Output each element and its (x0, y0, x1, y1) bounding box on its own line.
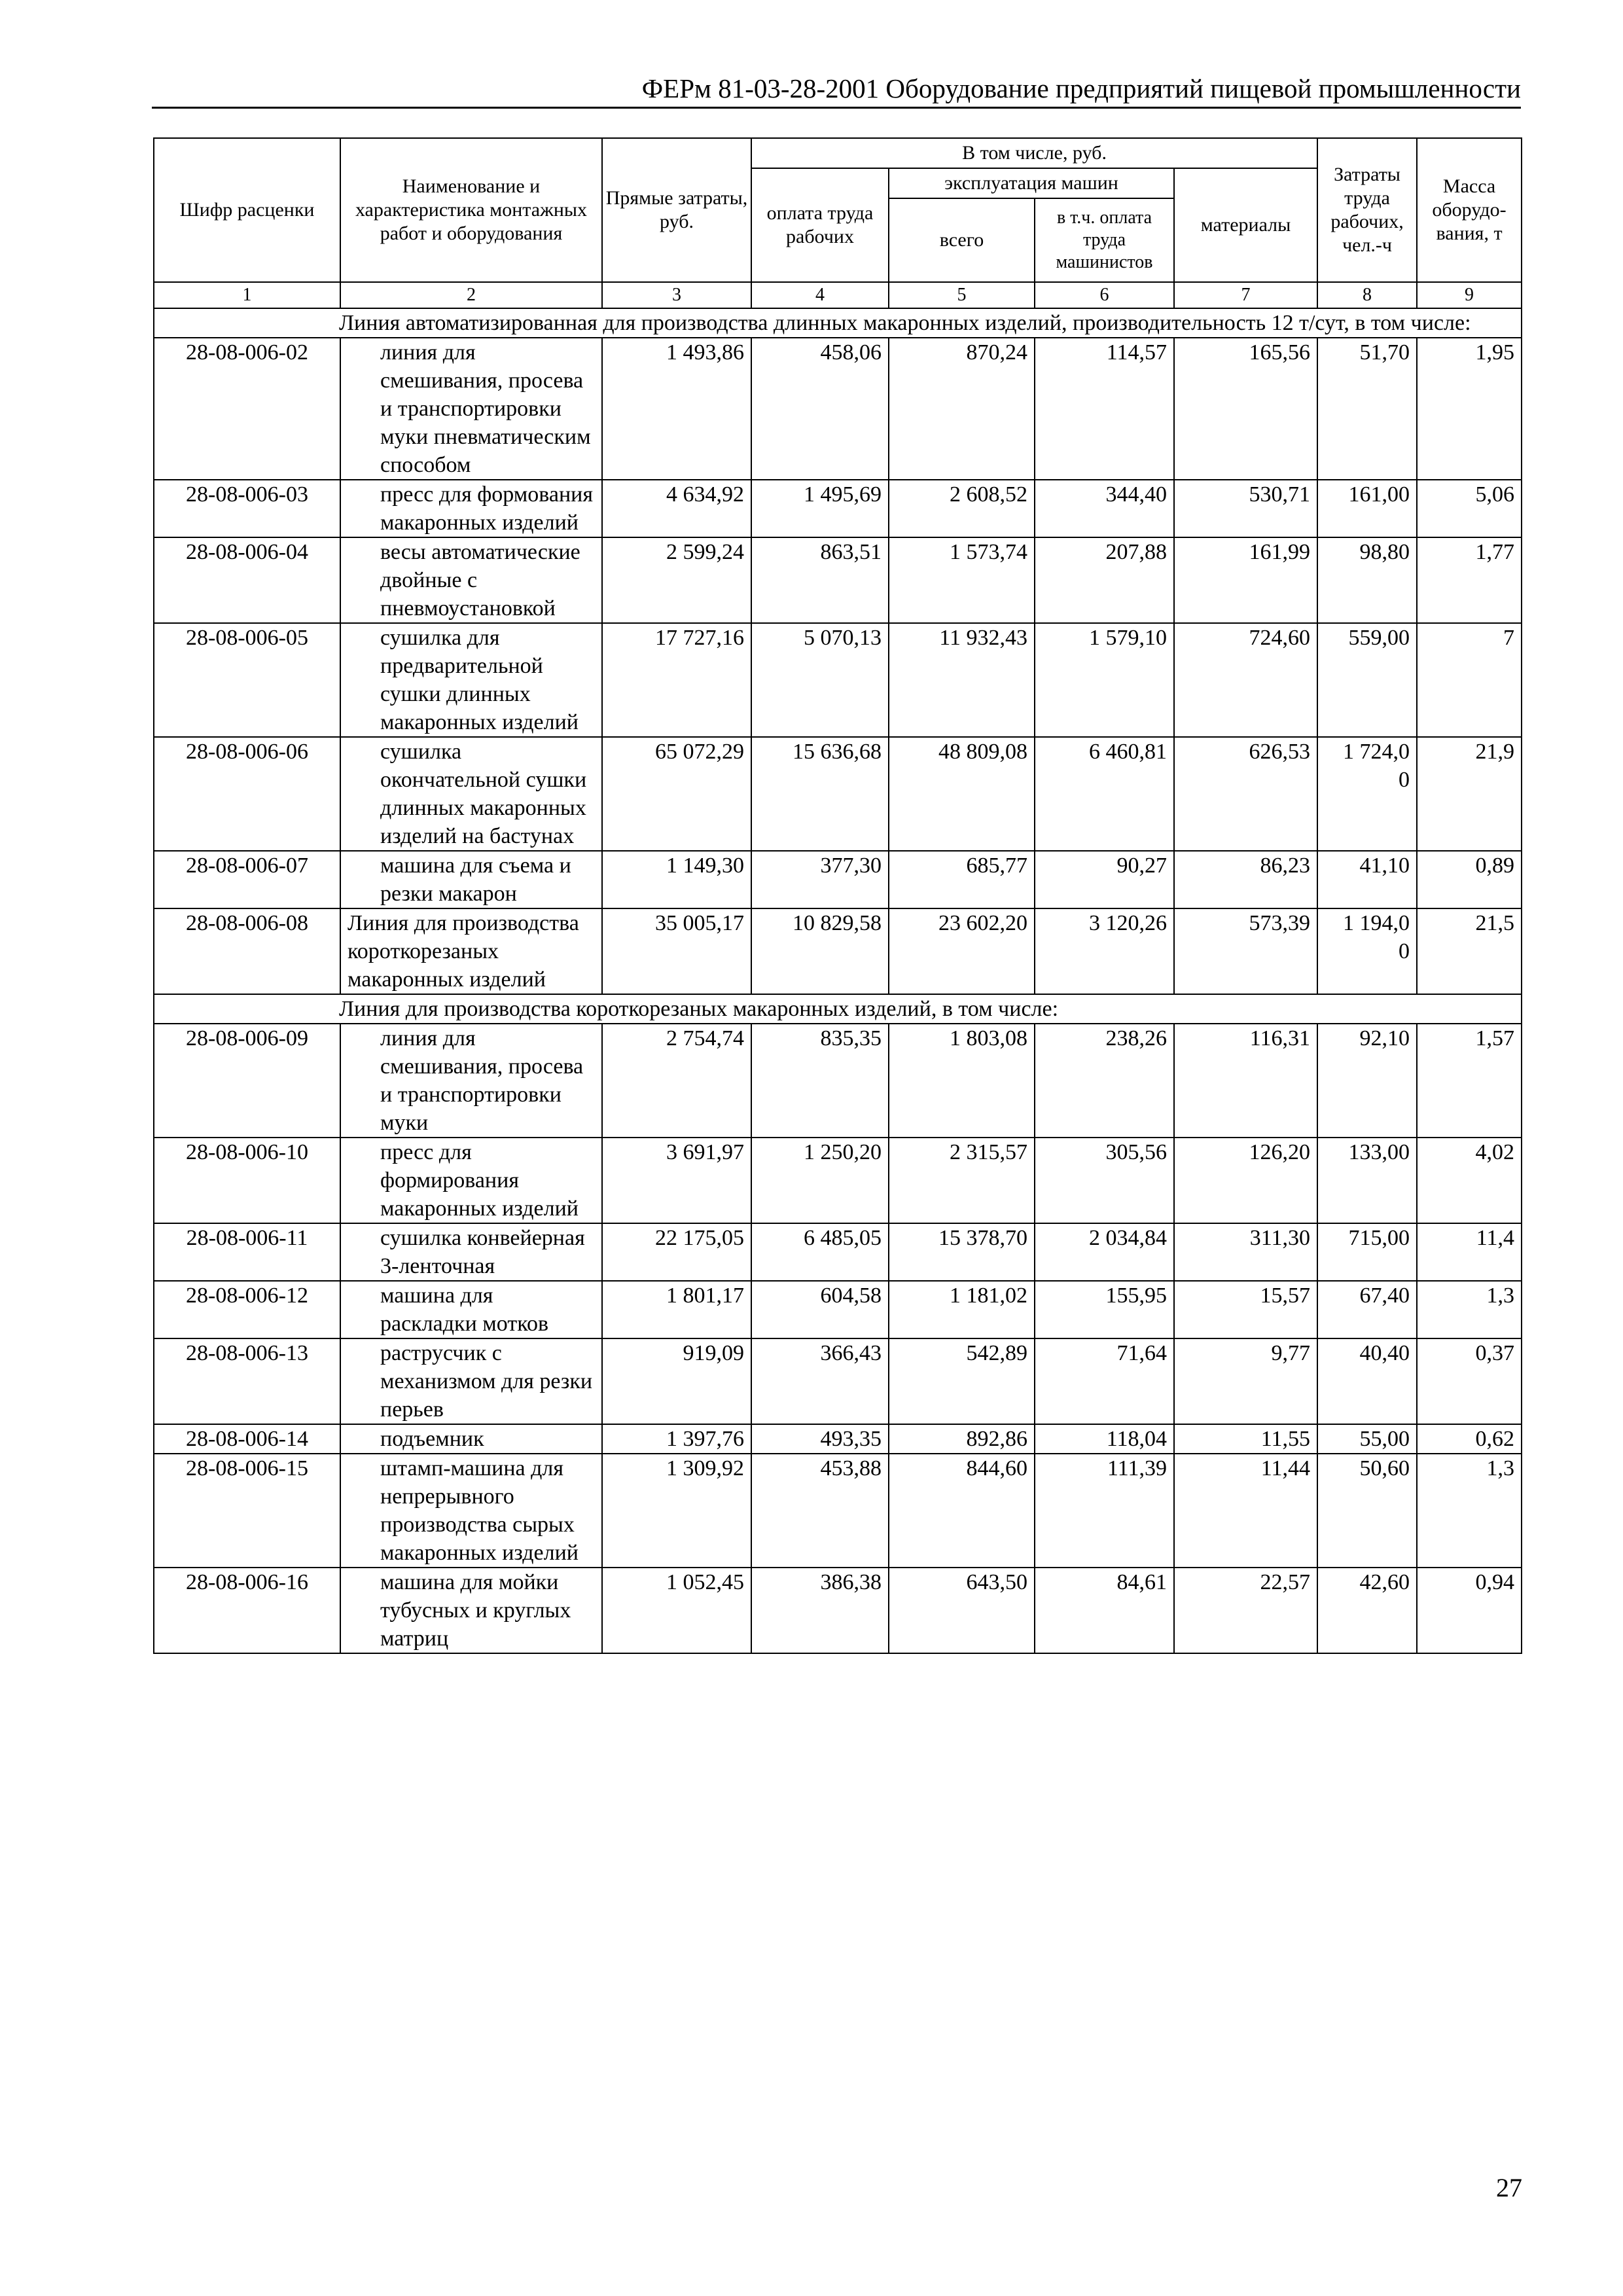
materials: 126,20 (1174, 1138, 1317, 1223)
header-labor-hours: Затраты труда рабочих, чел.-ч (1317, 138, 1417, 282)
labor-pay: 835,35 (751, 1024, 889, 1138)
labor-pay: 1 495,69 (751, 480, 889, 537)
work-name: весы автоматические двойные с пневмоустановкой (340, 537, 602, 623)
machinist-pay: 6 460,81 (1035, 737, 1174, 851)
labor-pay: 366,43 (751, 1338, 889, 1424)
column-number: 1 (154, 282, 340, 308)
labor-hours: 42,60 (1317, 1568, 1417, 1653)
equipment-mass: 1,95 (1417, 338, 1522, 480)
machinist-pay: 3 120,26 (1035, 908, 1174, 994)
machinist-pay: 71,64 (1035, 1338, 1174, 1424)
equipment-mass: 11,4 (1417, 1223, 1522, 1281)
machinist-pay: 344,40 (1035, 480, 1174, 537)
labor-hours: 98,80 (1317, 537, 1417, 623)
labor-pay: 386,38 (751, 1568, 889, 1653)
labor-hours: 40,40 (1317, 1338, 1417, 1424)
column-number: 4 (751, 282, 889, 308)
equipment-mass: 21,9 (1417, 737, 1522, 851)
column-numbers-row (154, 282, 1522, 308)
materials: 86,23 (1174, 851, 1317, 908)
machinist-pay: 90,27 (1035, 851, 1174, 908)
page-number: 27 (1496, 2173, 1522, 2202)
machines-total: 685,77 (889, 851, 1035, 908)
machinist-pay: 114,57 (1035, 338, 1174, 480)
direct-costs: 35 005,17 (602, 908, 751, 994)
machines-total: 48 809,08 (889, 737, 1035, 851)
machines-total: 1 181,02 (889, 1281, 1035, 1338)
rate-code: 28-08-006-06 (154, 737, 340, 851)
work-name: линия для смешивания, просева и транспортировки муки пневматическим способом (340, 338, 602, 480)
column-number: 9 (1417, 282, 1522, 308)
work-name: сушилка конвейерная 3-ленточная (340, 1223, 602, 1281)
rate-code: 28-08-006-08 (154, 908, 340, 994)
machinist-pay: 207,88 (1035, 537, 1174, 623)
machines-total: 542,89 (889, 1338, 1035, 1424)
header-row-1 (154, 138, 1522, 168)
table-row (154, 908, 1522, 994)
direct-costs: 1 801,17 (602, 1281, 751, 1338)
header-machines: эксплуатация машин (889, 168, 1174, 198)
direct-costs: 2 754,74 (602, 1024, 751, 1138)
column-number: 3 (602, 282, 751, 308)
labor-pay: 6 485,05 (751, 1223, 889, 1281)
labor-hours: 1 724,0 0 (1317, 737, 1417, 851)
machines-total: 2 608,52 (889, 480, 1035, 537)
machinist-pay: 1 579,10 (1035, 623, 1174, 737)
column-number: 8 (1317, 282, 1417, 308)
direct-costs: 1 493,86 (602, 338, 751, 480)
header-code: Шифр расценки (154, 138, 340, 282)
header-labor-pay: оплата труда рабочих (751, 168, 889, 282)
rate-code: 28-08-006-05 (154, 623, 340, 737)
table-row (154, 851, 1522, 908)
equipment-mass: 21,5 (1417, 908, 1522, 994)
materials: 11,44 (1174, 1454, 1317, 1568)
machinist-pay: 155,95 (1035, 1281, 1174, 1338)
table-row (154, 1223, 1522, 1281)
machinist-pay: 305,56 (1035, 1138, 1174, 1223)
work-name: подъемник (340, 1424, 602, 1454)
machines-total: 15 378,70 (889, 1223, 1035, 1281)
equipment-mass: 0,37 (1417, 1338, 1522, 1424)
materials: 626,53 (1174, 737, 1317, 851)
labor-hours: 41,10 (1317, 851, 1417, 908)
equipment-mass: 5,06 (1417, 480, 1522, 537)
equipment-mass: 4,02 (1417, 1138, 1522, 1223)
materials: 11,55 (1174, 1424, 1317, 1454)
work-name: линия для смешивания, просева и транспортировки муки (340, 1024, 602, 1138)
equipment-mass: 0,62 (1417, 1424, 1522, 1454)
materials: 165,56 (1174, 338, 1317, 480)
document-header-title: ФЕРм 81-03-28-2001 Оборудование предприятий пищевой промышленности (641, 73, 1521, 103)
rate-code: 28-08-006-16 (154, 1568, 340, 1653)
column-number: 7 (1174, 282, 1317, 308)
work-name: машина для мойки тубусных и круглых матриц (340, 1568, 602, 1653)
machines-total: 643,50 (889, 1568, 1035, 1653)
table-row (154, 480, 1522, 537)
price-table (153, 137, 1522, 1654)
labor-hours: 559,00 (1317, 623, 1417, 737)
materials: 9,77 (1174, 1338, 1317, 1424)
work-name: машина для раскладки мотков (340, 1281, 602, 1338)
direct-costs: 1 149,30 (602, 851, 751, 908)
table-row (154, 338, 1522, 480)
section-row (154, 308, 1522, 338)
labor-hours: 51,70 (1317, 338, 1417, 480)
materials: 311,30 (1174, 1223, 1317, 1281)
rate-code: 28-08-006-10 (154, 1138, 340, 1223)
rate-code: 28-08-006-03 (154, 480, 340, 537)
column-number: 6 (1035, 282, 1174, 308)
labor-pay: 458,06 (751, 338, 889, 480)
equipment-mass: 0,94 (1417, 1568, 1522, 1653)
column-number: 2 (340, 282, 602, 308)
work-name: сушилка окончательной сушки длинных макаронных изделий на бастунах (340, 737, 602, 851)
direct-costs: 1 397,76 (602, 1424, 751, 1454)
labor-hours: 161,00 (1317, 480, 1417, 537)
table-row (154, 737, 1522, 851)
table-row (154, 1281, 1522, 1338)
header-rule (152, 107, 1521, 109)
table-row (154, 1424, 1522, 1454)
labor-hours: 715,00 (1317, 1223, 1417, 1281)
header-direct: Прямые затраты, руб. (602, 138, 751, 282)
work-name: машина для съема и резки макарон (340, 851, 602, 908)
labor-pay: 453,88 (751, 1454, 889, 1568)
materials: 573,39 (1174, 908, 1317, 994)
work-name: штамп-машина для непрерывного производства сырых макаронных изделий (340, 1454, 602, 1568)
header-machinist-pay: в т.ч. оплата труда машинистов (1035, 198, 1174, 282)
rate-code: 28-08-006-15 (154, 1454, 340, 1568)
direct-costs: 1 309,92 (602, 1454, 751, 1568)
work-name: Линия для производства короткорезаных макаронных изделий (340, 908, 602, 994)
header-materials: материалы (1174, 168, 1317, 282)
machinist-pay: 84,61 (1035, 1568, 1174, 1653)
work-name: раструсчик с механизмом для резки перьев (340, 1338, 602, 1424)
header-name: Наименование и характеристика монтажных работ и оборудования (340, 138, 602, 282)
labor-hours: 55,00 (1317, 1424, 1417, 1454)
labor-pay: 493,35 (751, 1424, 889, 1454)
rate-code: 28-08-006-07 (154, 851, 340, 908)
labor-pay: 377,30 (751, 851, 889, 908)
direct-costs: 65 072,29 (602, 737, 751, 851)
machinist-pay: 118,04 (1035, 1424, 1174, 1454)
machinist-pay: 238,26 (1035, 1024, 1174, 1138)
materials: 22,57 (1174, 1568, 1317, 1653)
labor-pay: 863,51 (751, 537, 889, 623)
direct-costs: 4 634,92 (602, 480, 751, 537)
machines-total: 2 315,57 (889, 1138, 1035, 1223)
rate-code: 28-08-006-11 (154, 1223, 340, 1281)
direct-costs: 2 599,24 (602, 537, 751, 623)
work-name: пресс для формирования макаронных изделий (340, 1138, 602, 1223)
table-row (154, 1338, 1522, 1424)
column-number: 5 (889, 282, 1035, 308)
labor-pay: 1 250,20 (751, 1138, 889, 1223)
header-including: В том числе, руб. (751, 138, 1317, 168)
work-name: сушилка для предварительной сушки длинных макаронных изделий (340, 623, 602, 737)
labor-hours: 92,10 (1317, 1024, 1417, 1138)
rate-code: 28-08-006-02 (154, 338, 340, 480)
labor-hours: 133,00 (1317, 1138, 1417, 1223)
materials: 530,71 (1174, 480, 1317, 537)
direct-costs: 22 175,05 (602, 1223, 751, 1281)
labor-pay: 604,58 (751, 1281, 889, 1338)
labor-hours: 1 194,0 0 (1317, 908, 1417, 994)
equipment-mass: 1,57 (1417, 1024, 1522, 1138)
equipment-mass: 1,77 (1417, 537, 1522, 623)
labor-hours: 50,60 (1317, 1454, 1417, 1568)
section-title: Линия для производства короткорезаных макаронных изделий, в том числе: (154, 994, 1522, 1024)
section-row (154, 994, 1522, 1024)
equipment-mass: 1,3 (1417, 1454, 1522, 1568)
labor-pay: 10 829,58 (751, 908, 889, 994)
materials: 161,99 (1174, 537, 1317, 623)
machines-total: 844,60 (889, 1454, 1035, 1568)
materials: 724,60 (1174, 623, 1317, 737)
table-row (154, 623, 1522, 737)
machines-total: 11 932,43 (889, 623, 1035, 737)
rate-code: 28-08-006-13 (154, 1338, 340, 1424)
direct-costs: 17 727,16 (602, 623, 751, 737)
equipment-mass: 1,3 (1417, 1281, 1522, 1338)
direct-costs: 1 052,45 (602, 1568, 751, 1653)
machines-total: 23 602,20 (889, 908, 1035, 994)
table-row (154, 537, 1522, 623)
labor-hours: 67,40 (1317, 1281, 1417, 1338)
labor-pay: 15 636,68 (751, 737, 889, 851)
machinist-pay: 2 034,84 (1035, 1223, 1174, 1281)
section-title: Линия автоматизированная для производства длинных макаронных изделий, производительность 12 т/сут, в том числе: (154, 308, 1522, 338)
equipment-mass: 0,89 (1417, 851, 1522, 908)
machinist-pay: 111,39 (1035, 1454, 1174, 1568)
machines-total: 1 803,08 (889, 1024, 1035, 1138)
machines-total: 1 573,74 (889, 537, 1035, 623)
table-row (154, 1454, 1522, 1568)
rate-code: 28-08-006-12 (154, 1281, 340, 1338)
rate-code: 28-08-006-09 (154, 1024, 340, 1138)
table-row (154, 1024, 1522, 1138)
header-mass: Масса оборудо-вания, т (1417, 138, 1522, 282)
materials: 15,57 (1174, 1281, 1317, 1338)
direct-costs: 3 691,97 (602, 1138, 751, 1223)
header-machines-total: всего (889, 198, 1035, 282)
machines-total: 892,86 (889, 1424, 1035, 1454)
work-name: пресс для формования макаронных изделий (340, 480, 602, 537)
rate-code: 28-08-006-04 (154, 537, 340, 623)
machines-total: 870,24 (889, 338, 1035, 480)
table-row (154, 1568, 1522, 1653)
table-row (154, 1138, 1522, 1223)
direct-costs: 919,09 (602, 1338, 751, 1424)
rate-code: 28-08-006-14 (154, 1424, 340, 1454)
labor-pay: 5 070,13 (751, 623, 889, 737)
equipment-mass: 7 (1417, 623, 1522, 737)
materials: 116,31 (1174, 1024, 1317, 1138)
